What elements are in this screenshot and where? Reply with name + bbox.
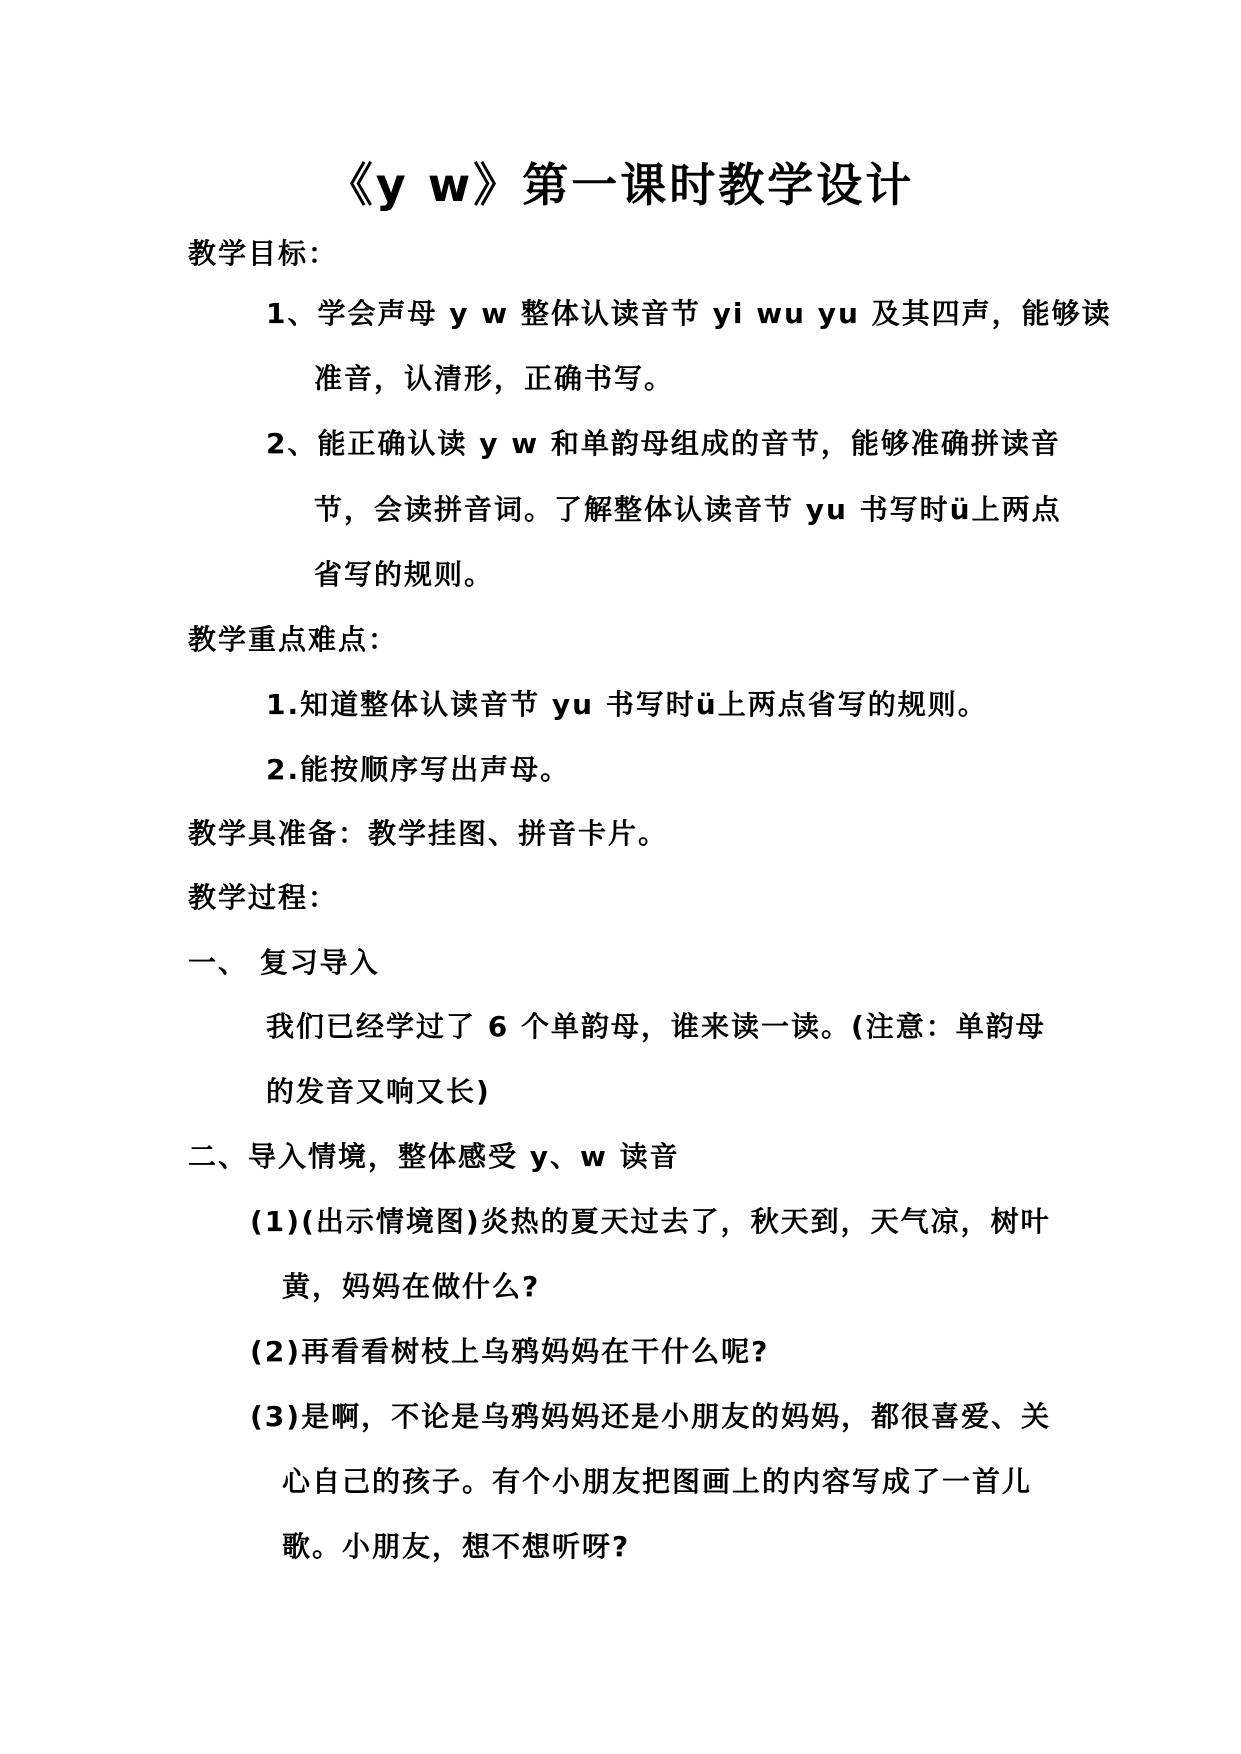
key-point-2: 2.能按顺序写出声母。 <box>266 753 571 786</box>
step-1-line-2: 黄，妈妈在做什么? <box>282 1270 541 1303</box>
step-2: (2)再看看树枝上乌鸦妈妈在干什么呢? <box>250 1335 770 1368</box>
section-1-line-2: 的发音又响又长) <box>266 1075 491 1108</box>
key-point-1: 1.知道整体认读音节 yu 书写时ü上两点省写的规则。 <box>266 688 988 721</box>
process-heading: 教学过程： <box>188 881 339 914</box>
objective-1-line-2: 准音，认清形，正确书写。 <box>314 362 675 395</box>
step-3-line-2: 心自己的孩子。有个小朋友把图画上的内容写成了一首儿 <box>282 1465 1033 1498</box>
materials-line: 教学具准备：教学挂图、拼音卡片。 <box>188 817 669 850</box>
section-1-heading: 一、 复习导入 <box>188 946 380 979</box>
step-3-line-1: (3)是啊，不论是乌鸦妈妈还是小朋友的妈妈，都很喜爱、关 <box>250 1400 1052 1433</box>
step-1-line-1: (1)(出示情境图)炎热的夏天过去了，秋天到，天气凉，树叶 <box>250 1205 1051 1238</box>
objective-1-line-1: 1、学会声母 y w 整体认读音节 yi wu yu 及其四声，能够读 <box>266 297 1112 330</box>
key-points-heading: 教学重点难点： <box>188 623 399 656</box>
objective-2-line-2: 节，会读拼音词。了解整体认读音节 yu 书写时ü上两点 <box>314 493 1062 526</box>
section-2-heading: 二、导入情境，整体感受 y、w 读音 <box>188 1140 680 1173</box>
objective-2-line-1: 2、能正确认读 y w 和单韵母组成的音节，能够准确拼读音 <box>266 427 1061 460</box>
document-title: 《y w》第一课时教学设计 <box>326 158 915 212</box>
section-1-line-1: 我们已经学过了 6 个单韵母，谁来读一读。(注意：单韵母 <box>266 1010 1046 1043</box>
step-3-line-3: 歌。小朋友，想不想听呀? <box>282 1530 631 1563</box>
objective-2-line-3: 省写的规则。 <box>314 558 495 591</box>
objectives-heading: 教学目标： <box>188 237 339 270</box>
